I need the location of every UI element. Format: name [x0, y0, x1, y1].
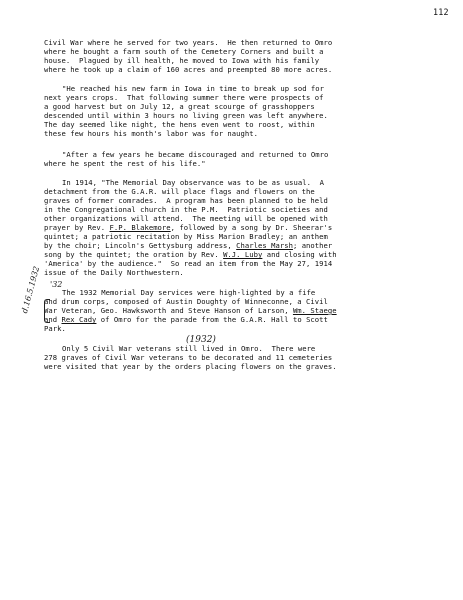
text-line: Civil War where he served for two years. He then returned to Omro: [44, 38, 333, 47]
text-line: The day seemed like night, the hens even went to roost, within: [44, 120, 315, 129]
text-line: descended until within 3 hours no living green was left anywhere.: [44, 111, 328, 120]
text-line: a good harvest but on July 12, a great scourge of grasshoppers: [44, 102, 315, 111]
text-line: The 1932 Memorial Day services were high-lighted by a fife: [62, 288, 316, 297]
underlined-name: Charles Marsh: [236, 241, 293, 250]
text-line: song by the quintet; the oration by Rev. W.J. Luby and closing with: [44, 250, 337, 259]
text-line: Park.: [44, 324, 66, 333]
text-line: next years crops. That following summer there were prospects of: [44, 93, 324, 102]
text-line: graves of former comrades. A program has been planned to be held: [44, 196, 328, 205]
handwritten-margin-date: d.16.5.1932: [20, 265, 42, 315]
text-line: and drum corps, composed of Austin Doughty of Winneconne, a Civil: [44, 297, 328, 306]
text-line: and Rex Cady of Omro for the parade from the G.A.R. Hall to Scott: [44, 315, 328, 324]
text-line: issue of the Daily Northwestern.: [44, 268, 184, 277]
text-line: prayer by Rev. F.P. Blakemore, followed by a song by Dr. Sheerar's: [44, 223, 333, 232]
text-line: in the Congregational church in the P.M. Patriotic societies and: [44, 205, 328, 214]
underlined-name: F.P. Blakemore: [109, 223, 171, 232]
text-line: "After a few years he became discouraged and returned to Omro: [62, 150, 329, 159]
text-line: detachment from the G.A.R. will place flags and flowers on the: [44, 187, 315, 196]
text-line: by the choir; Lincoln's Gettysburg address, Charles Marsh; another: [44, 241, 333, 250]
underlined-name: Wm. Staege: [292, 306, 337, 315]
text-line: Only 5 Civil War veterans still lived in Omro. There were: [62, 344, 316, 353]
handwritten-year-over-the: '32: [50, 280, 63, 289]
text-line: "He reached his new farm in Iowa in time to break up sod for: [62, 84, 325, 93]
text-line: where he bought a farm south of the Cemetery Corners and built a: [44, 47, 324, 56]
text-line: these few hours his month's labor was for naught.: [44, 129, 258, 138]
text-line: where he spent the rest of his life.": [44, 159, 206, 168]
text-line: War Veteran, Geo. Hawksworth and Steve Hanson of Larson, Wm. Staege: [44, 306, 337, 315]
underlined-name: Rex Cady: [61, 315, 97, 324]
text-line: house. Plagued by ill health, he moved to Iowa with his family: [44, 56, 320, 65]
underlined-name: W.J. Luby: [223, 250, 263, 259]
text-line: In 1914, "The Memorial Day observance was to be as usual. A: [62, 178, 325, 187]
text-line: where he took up a claim of 160 acres and preempted 80 more acres.: [44, 65, 333, 74]
text-line: 'America' by the audience." So read an item from the May 27, 1914: [44, 259, 333, 268]
handwritten-year-insert: (1932): [186, 335, 216, 345]
text-line: other organizations will attend. The meeting will be opened with: [44, 214, 328, 223]
text-line: were visited that year by the orders placing flowers on the graves.: [44, 362, 337, 371]
margin-bracket: [44, 299, 50, 323]
page-number: 112: [433, 7, 449, 17]
text-line: 278 graves of Civil War veterans to be decorated and 11 cemeteries: [44, 353, 333, 362]
text-line: quintet; a patriotic recitation by Miss Marion Bradley; an anthem: [44, 232, 328, 241]
